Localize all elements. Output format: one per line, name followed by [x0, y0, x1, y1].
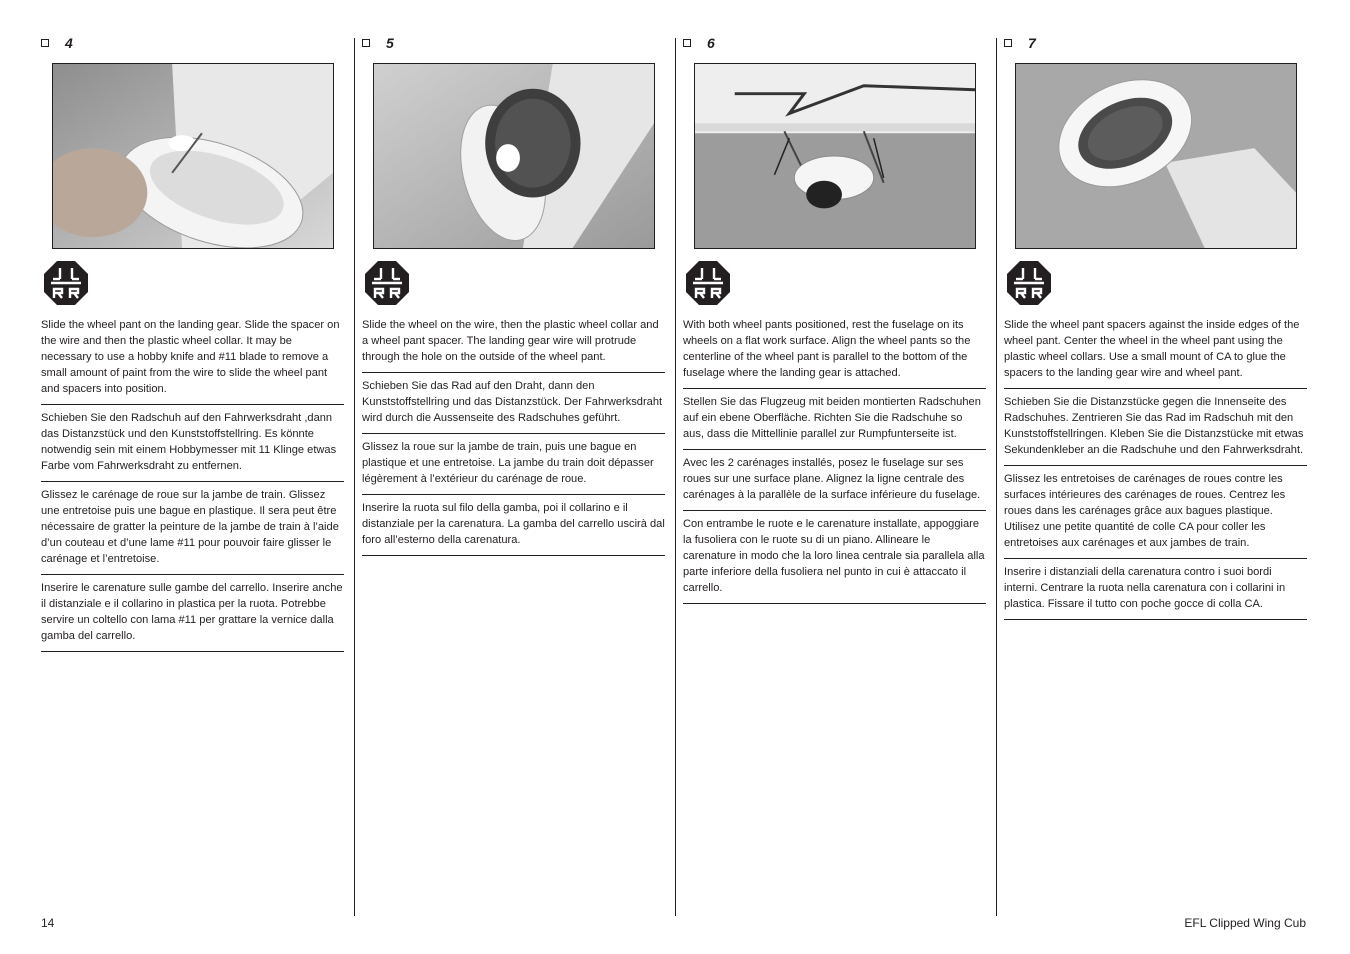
step-header: [1004, 32, 1308, 54]
step-number: 5: [386, 35, 394, 51]
left-right-both-sides-icon: [685, 260, 731, 306]
instruction-german: Schieben Sie das Rad auf den Draht, dann den Kunststoffstellring und das Distanzstück. Der Fahrwerksdraht wird durch die Aussenseite des Radschuhes geführt.: [362, 378, 665, 434]
manual-title: EFL Clipped Wing Cub: [1184, 916, 1306, 930]
step-6-column: [683, 32, 987, 594]
column-divider: [675, 38, 676, 916]
step-instructions: [41, 317, 344, 657]
instruction-english: With both wheel pants positioned, rest the fuselage on its wheels on a flat work surface. Align the wheel pants so the centerline of the wheel pant is parallel to the bottom of the fuselage where the landing gear is attached.: [683, 317, 986, 389]
step-checkbox[interactable]: [41, 39, 49, 47]
instruction-german: Stellen Sie das Flugzeug mit beiden montierten Radschuhen auf ein ebene Oberfläche. Richten Sie die Radschuhe so aus, dass die Mittellinie parallel zur Rumpfunterseite ist.: [683, 394, 986, 450]
instruction-italian: Inserire i distanziali della carenatura contro i suoi bordi interni. Centrare la ruota nella carenatura con i collarini in plastica. Fissare il tutto con poche gocce di colla CA.: [1004, 564, 1307, 620]
step-header: [683, 32, 987, 54]
step-number: 7: [1028, 35, 1036, 51]
step-7-column: [1004, 32, 1308, 610]
instruction-italian: Inserire le carenature sulle gambe del carrello. Inserire anche il distanziale e il collarino in plastica per la ruota. Potrebbe servire un coltello con lama #11 per grattare la vernice dalla gamba del carrello.: [41, 580, 344, 652]
step-checkbox[interactable]: [362, 39, 370, 47]
instruction-english: Slide the wheel pant spacers against the inside edges of the wheel pant. Center the wheel in the wheel pant using the plastic wheel collars. Use a small mount of CA to glue the spacers to the landing gear wire and wheel pant.: [1004, 317, 1307, 389]
column-divider: [354, 38, 355, 916]
instruction-french: Glissez la roue sur la jambe de train, puis une bague en plastique et une entretoise. La jambe du train doit dépasser légèrement à l’extérieur du carénage de roue.: [362, 439, 665, 495]
wheel-on-wire-photo: [373, 63, 655, 249]
left-right-both-sides-icon: [1006, 260, 1052, 306]
step-instructions: [1004, 317, 1307, 625]
wheel-pant-alignment-photo: [694, 63, 976, 249]
step-5-column: [362, 32, 666, 546]
step-4-column: [41, 32, 345, 642]
page-number: 14: [41, 916, 55, 930]
instruction-german: Schieben Sie den Radschuh auf den Fahrwerksdraht ,dann das Distanzstück und den Kunststoffstellring. Es könnte notwendig sein mit einem Hobbymesser mit 11 Klinge etwas Farbe vom Fahrwerksdraht zu entfernen.: [41, 410, 344, 482]
instruction-english: Slide the wheel on the wire, then the plastic wheel collar and a wheel pant spacer. The landing gear wire will protrude through the hole on the outside of the wheel pant.: [362, 317, 665, 373]
instruction-italian: Inserire la ruota sul filo della gamba, poi il collarino e il distanziale per la carenatura. La gamba del carrello uscirà dal foro all’esterno della carenatura.: [362, 500, 665, 556]
step-instructions: [362, 317, 665, 561]
step-checkbox[interactable]: [683, 39, 691, 47]
instruction-french: Glissez le carénage de roue sur la jambe de train. Glissez une entretoise puis une bague en plastique. Il sera peut être nécessaire de gratter la peinture de la jambe de train à l’aide d’un couteau et d’une lame #11 pour pouvoir faire glisser le carénage et l’entretoise.: [41, 487, 344, 575]
step-instructions: [683, 317, 986, 609]
glue-spacers-photo: [1015, 63, 1297, 249]
step-header: [362, 32, 666, 54]
instruction-english: Slide the wheel pant on the landing gear. Slide the spacer on the wire and then the plastic wheel collar. It may be necessary to use a hobby knife and #11 blade to remove a small amount of paint from the wire to slide the wheel pant and spacers into position.: [41, 317, 344, 405]
step-number: 6: [707, 35, 715, 51]
left-right-both-sides-icon: [43, 260, 89, 306]
instruction-italian: Con entrambe le ruote e le carenature installate, appoggiare la fusoliera con le ruote su di un piano. Allineare le carenature in modo che la loro linea centrale sia parallela alla parte inferiore della fusoliera nel punto in cui è attaccato il carrello.: [683, 516, 986, 604]
column-divider: [996, 38, 997, 916]
instruction-german: Schieben Sie die Distanzstücke gegen die Innenseite des Radschuhes. Zentrieren Sie das Rad im Radschuh mit den Kunststoffstellringen. Kleben Sie die Distanzstücke mit etwas Sekundenkleber an die Radschuhe und den Fahrwerksdraht.: [1004, 394, 1307, 466]
step-number: 4: [65, 35, 73, 51]
instruction-french: Glissez les entretoises de carénages de roues contre les surfaces intérieures des carénages de roues. Centrez les roues dans les carénages grâce aux bagues plastique. Utilisez une petite quantité de colle CA pour coller les entretoises aux carénages et aux jambes de train.: [1004, 471, 1307, 559]
left-right-both-sides-icon: [364, 260, 410, 306]
step-header: [41, 32, 345, 54]
step-checkbox[interactable]: [1004, 39, 1012, 47]
instruction-french: Avec les 2 carénages installés, posez le fuselage sur ses roues sur une surface plane. Alignez la ligne centrale des carénages à la parallèle de la surface inférieure du fuselage.: [683, 455, 986, 511]
wheel-pant-spacer-photo: [52, 63, 334, 249]
